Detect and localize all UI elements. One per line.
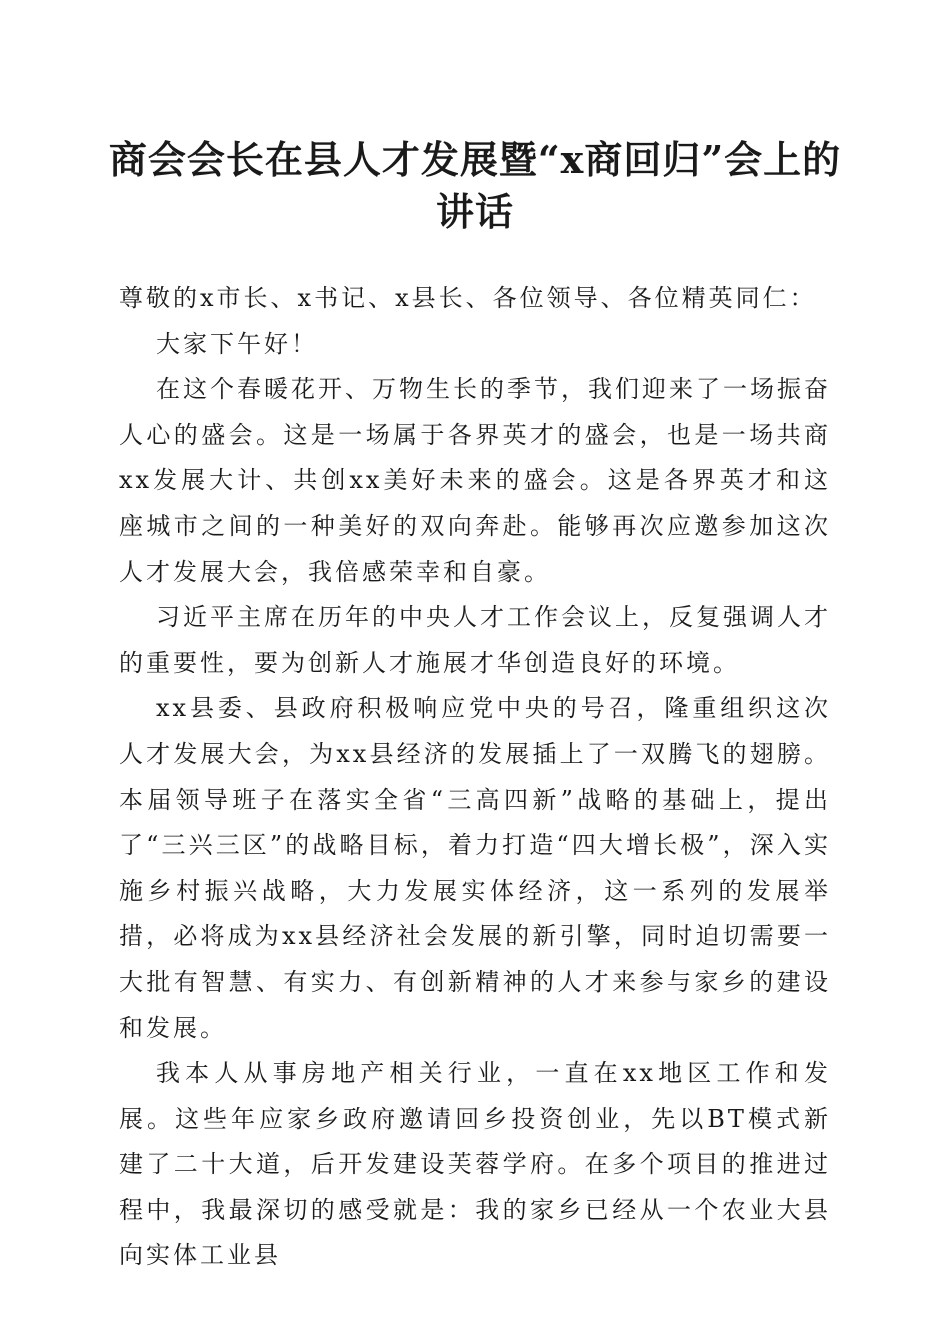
paragraph-greeting: 大家下午好！ [156, 329, 318, 358]
paragraph-talent-importance: 习近平主席在历年的中央人才工作会议上，反复强调人才的重要性，要为创新人才施展才华创造良好的环境。 [119, 603, 831, 677]
paragraph-personal-experience: 我本人从事房地产相关行业，一直在xx地区工作和发展。这些年应家乡政府邀请回乡投资创业，先以BT模式新建了二十大道，后开发建设芙蓉学府。在多个项目的推进过程中，我最深切的感受就是：我的家乡已经从一个农业大县向实体工业县 [119, 1059, 831, 1270]
salutation: 尊敬的x市长、x书记、x县长、各位领导、各位精英同仁： [119, 284, 817, 312]
paragraph-opening: 在这个春暖花开、万物生长的季节，我们迎来了一场振奋人心的盛会。这是一场属于各界英才的盛会，也是一场共商xx发展大计、共创xx美好未来的盛会。这是各界英才和这座城市之间的一种美好的双向奔赴。能够再次应邀参加这次人才发展大会，我倍感荣幸和自豪。 [119, 375, 831, 586]
document-title: 商会会长在县人才发展暨“x商回归”会上的讲话 [108, 137, 842, 234]
paragraph-county-strategy: xx县委、县政府积极响应党中央的号召，隆重组织这次人才发展大会，为xx县经济的发展插上了一双腾飞的翅膀。本届领导班子在落实全省“三高四新”战略的基础上，提出了“三兴三区”的战略目标，着力打造“四大增长极”，深入实施乡村振兴战略，大力发展实体经济，这一系列的发展举措，必将成为xx县经济社会发展的新引擎，同时迫切需要一大批有智慧、有实力、有创新精神的人才来参与家乡的建设和发展。 [119, 694, 831, 1042]
document-body [119, 276, 831, 1279]
